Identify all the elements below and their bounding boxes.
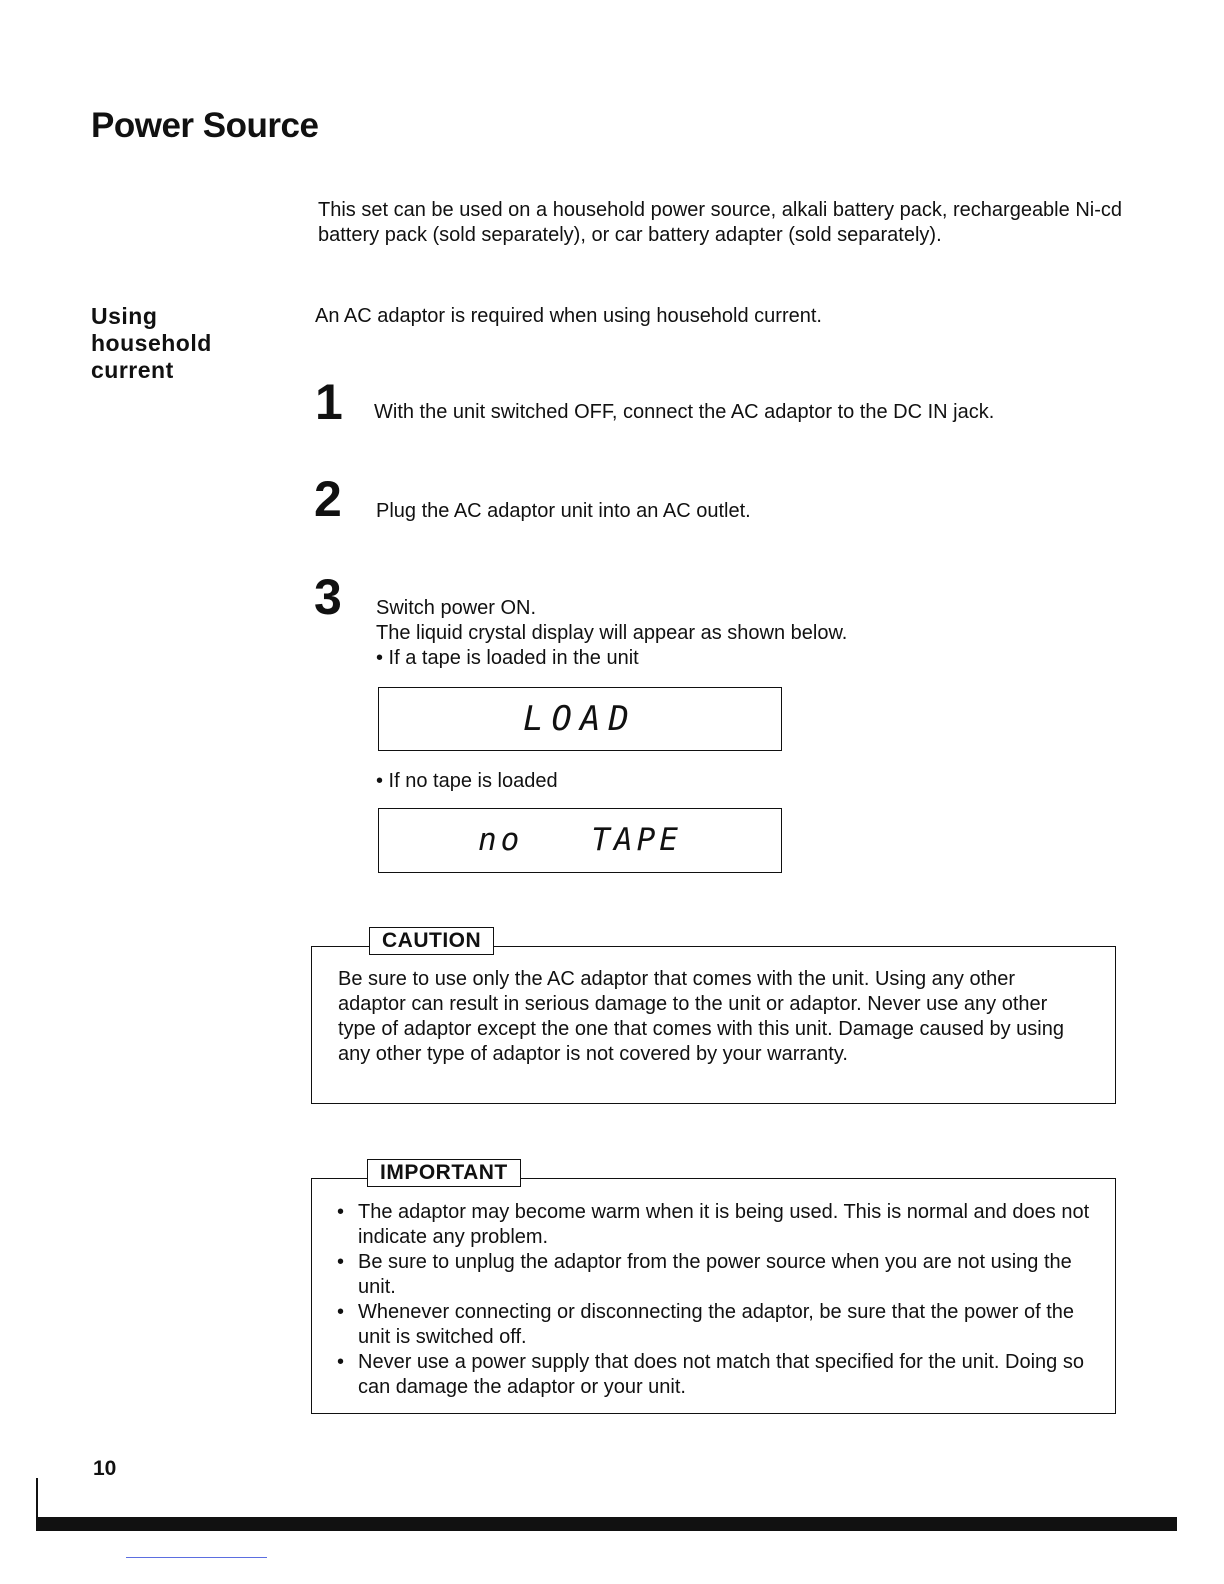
step-text-line: • If a tape is loaded in the unit	[376, 647, 639, 669]
caution-text: Be sure to use only the AC adaptor that comes with the unit. Using any other adaptor can result in serious damage to the unit or adaptor. Never use any other type of adaptor except the one that comes with this unit. Damage caused by using any other type of adaptor is not covered by your warranty.	[338, 968, 1064, 1065]
scan-artifact-line	[126, 1557, 267, 1558]
list-item: • Be sure to unplug the adaptor from the power source when you are not using the unit.	[337, 1250, 1102, 1300]
step-number: 1	[315, 374, 343, 430]
list-item: • Never use a power supply that does not match that specified for the unit. Doing so can damage the adaptor or your unit.	[337, 1350, 1102, 1400]
no-tape-condition: • If no tape is loaded	[376, 770, 558, 792]
step-text-line: Switch power ON.	[376, 597, 537, 619]
step-text: Plug the AC adaptor unit into an AC outlet.	[376, 500, 751, 522]
step-number: 2	[314, 471, 342, 527]
important-label: IMPORTANT	[367, 1159, 521, 1187]
page-edge-rule	[36, 1478, 38, 1518]
caution-box	[311, 929, 1116, 1104]
page-bottom-rule	[36, 1517, 1177, 1531]
step-text-line: The liquid crystal display will appear as shown below.	[376, 622, 848, 644]
list-item: • The adaptor may become warm when it is being used. This is normal and does not indicate any problem.	[337, 1200, 1102, 1250]
section-heading-line: Using	[91, 303, 158, 329]
lcd-display-load: LOAD	[378, 687, 782, 751]
intro-paragraph: This set can be used on a household power source, alkali battery pack, rechargeable Ni-cd battery pack (sold separately), or car battery adapter (sold separately).	[318, 199, 1122, 246]
lcd-display-no-tape: no TAPE	[378, 808, 782, 873]
section-heading	[91, 303, 212, 384]
caution-label: CAUTION	[369, 927, 494, 955]
section-heading-line: current	[91, 357, 174, 383]
page-title: Power Source	[91, 106, 319, 145]
section-heading-line: household	[91, 330, 212, 356]
ac-adaptor-note: An AC adaptor is required when using household current.	[315, 305, 822, 327]
page-number: 10	[93, 1457, 117, 1480]
list-item: • Whenever connecting or disconnecting the adaptor, be sure that the power of the unit is switched off.	[337, 1300, 1102, 1350]
step-number: 3	[314, 569, 342, 625]
step-text-block	[376, 596, 847, 671]
step-text: With the unit switched OFF, connect the AC adaptor to the DC IN jack.	[374, 401, 995, 423]
important-list	[337, 1200, 1102, 1400]
important-box	[311, 1161, 1116, 1414]
